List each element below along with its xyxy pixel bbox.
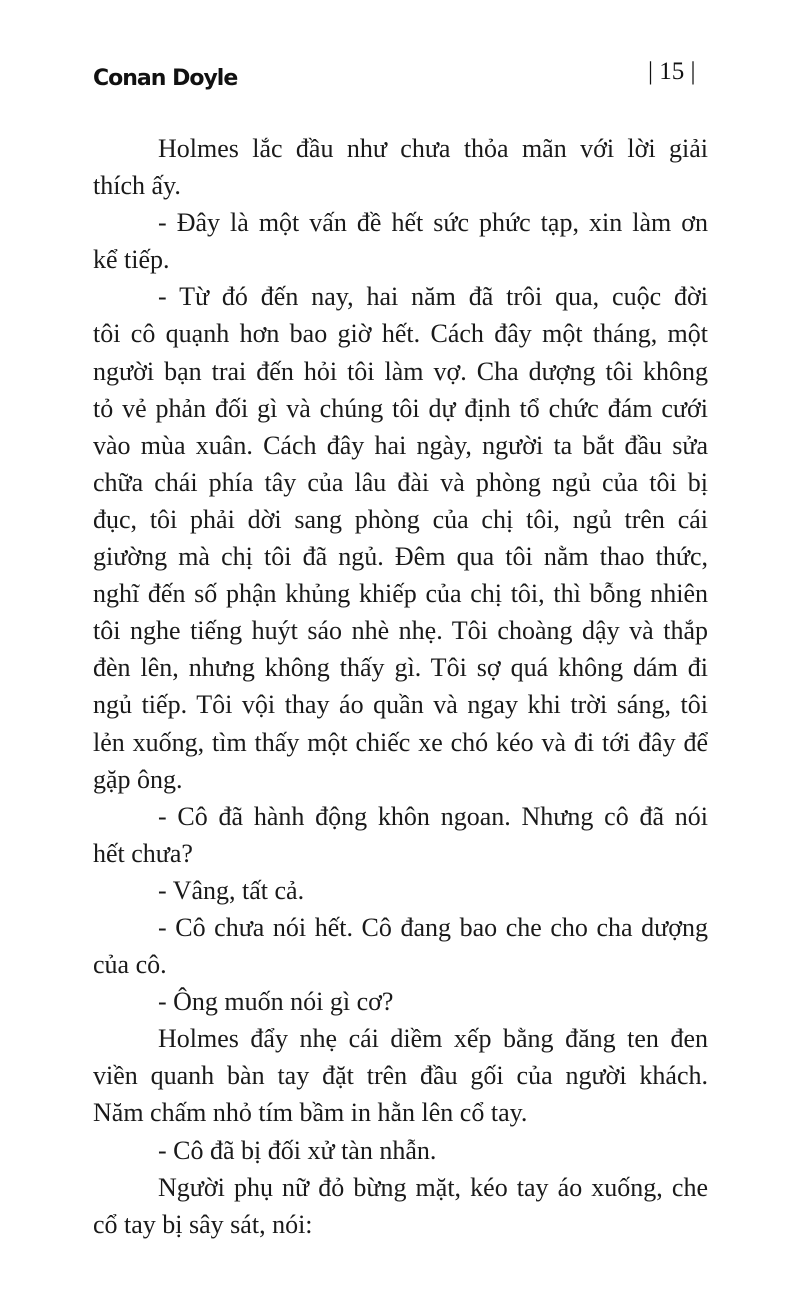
text-line: viền quanh bàn tay đặt trên đầu gối của người khách. — [93, 1061, 708, 1091]
page-number: | 15 | — [648, 58, 696, 85]
text-line: - Cô chưa nói hết. Cô đang bao che cho cha dượng — [158, 912, 708, 942]
text-line: tỏ vẻ phản đối gì và chúng tôi dự định tổ chức đám cưới — [93, 393, 708, 423]
text-line: đục, tôi phải dời sang phòng của chị tôi, ngủ trên cái — [93, 504, 708, 534]
text-line: Người phụ nữ đỏ bừng mặt, kéo tay áo xuống, che — [158, 1172, 708, 1202]
text-line: hết chưa? — [93, 838, 193, 868]
text-line: của cô. — [93, 950, 167, 980]
text-line: vào mùa xuân. Cách đây hai ngày, người ta bắt đầu sửa — [93, 430, 708, 460]
text-line: Năm chấm nhỏ tím bầm in hằn lên cổ tay. — [93, 1098, 528, 1128]
text-line: Holmes đẩy nhẹ cái diềm xếp bằng đăng ten đen — [158, 1024, 708, 1054]
text-line: - Cô đã hành động khôn ngoan. Nhưng cô đã nói — [158, 801, 708, 831]
text-line: ngủ tiếp. Tôi vội thay áo quần và ngay khi trời sáng, tôi — [93, 690, 708, 720]
text-line: giường mà chị tôi đã ngủ. Đêm qua tôi nằm thao thức, — [93, 542, 708, 572]
text-line: chữa chái phía tây của lâu đài và phòng ngủ của tôi bị — [93, 467, 708, 497]
text-line: kể tiếp. — [93, 245, 170, 275]
text-line: nghĩ đến số phận khủng khiếp của chị tôi, thì bỗng nhiên — [93, 579, 708, 609]
text-line: - Cô đã bị đối xử tàn nhẫn. — [158, 1135, 437, 1165]
text-line: Holmes lắc đầu như chưa thỏa mãn với lời giải — [158, 134, 708, 163]
text-line: cổ tay bị sây sát, nói: — [93, 1209, 313, 1239]
text-line: người bạn trai đến hỏi tôi làm vợ. Cha dượng tôi không — [93, 356, 708, 386]
text-line: tôi cô quạnh hơn bao giờ hết. Cách đây một tháng, một — [93, 319, 708, 349]
text-line: - Từ đó đến nay, hai năm đã trôi qua, cuộc đời — [158, 282, 708, 312]
text-line: - Vâng, tất cả. — [158, 875, 305, 905]
text-line: lẻn xuống, tìm thấy một chiếc xe chó kéo và đi tới đây để — [93, 727, 708, 757]
running-head-author: Conan Doyle — [93, 66, 238, 91]
text-line: - Đây là một vấn đề hết sức phức tạp, xin làm ơn — [158, 208, 708, 238]
text-line: tôi nghe tiếng huýt sáo nhè nhẹ. Tôi choàng dậy và thắp — [93, 616, 708, 646]
text-line: gặp ông. — [93, 764, 183, 794]
text-line: thích ấy. — [93, 171, 181, 201]
text-line: - Ông muốn nói gì cơ? — [158, 987, 394, 1017]
text-line: đèn lên, nhưng không thấy gì. Tôi sợ quá không dám đi — [93, 653, 708, 683]
body-text — [93, 130, 708, 1243]
